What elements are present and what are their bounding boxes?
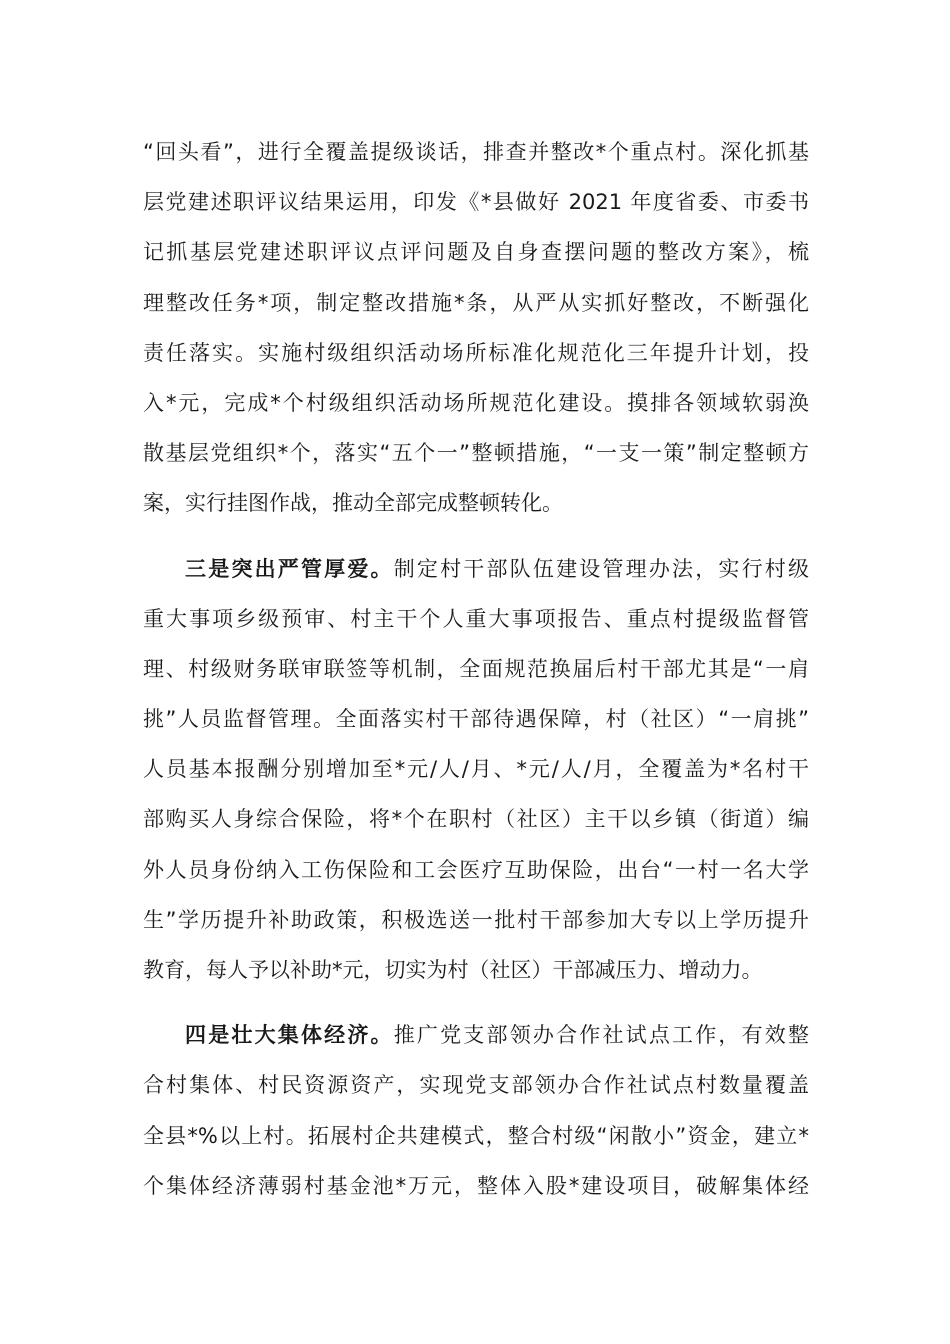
text-line: 责任落实。实施村级组织活动场所标准化规范化三年提升计划，投 <box>143 340 809 365</box>
text-line: 记抓基层党建述职评议点评问题及自身查摆问题的整改方案》，梳 <box>143 240 809 265</box>
text-line: 散基层党组织*个，落实“五个一”整顿措施，“一支一策”制定整顿方 <box>143 441 809 466</box>
paragraph-2 <box>143 544 809 996</box>
paragraph-first-line-text: 推广党支部领办合作社试点工作，有效整 <box>393 1023 809 1048</box>
text-line: 重大事项乡级预审、村主干个人重大事项报告、重点村提级监督管 <box>143 606 809 631</box>
text-line: 入*元，完成*个村级组织活动场所规范化建设。摸排各领域软弱涣 <box>143 390 809 415</box>
paragraph-1 <box>143 127 809 529</box>
document-body <box>143 127 809 1211</box>
text-line: 部购买人身综合保险，将*个在职村（社区）主干以乡镇（街道）编 <box>143 807 809 832</box>
text-line: 案，实行挂图作战，推动全部完成整顿转化。 <box>143 491 563 516</box>
text-line: 生”学历提升补助政策，积极选送一批村干部参加大专以上学历提升 <box>143 907 809 932</box>
text-line: 教育，每人予以补助*元，切实为村（社区）干部减压力、增动力。 <box>143 958 763 982</box>
paragraph-first-line <box>143 544 809 594</box>
text-line: 层党建述职评议结果运用，印发《*县做好 2021 年度省委、市委书 <box>143 190 809 215</box>
text-line: 挑”人员监督管理。全面落实村干部待遇保障，村（社区）“一肩挑” <box>143 707 809 732</box>
paragraph-lead-heading: 四是壮大集体经济。 <box>185 1023 394 1048</box>
text-line: 合村集体、村民资源资产，实现党支部领办合作社试点村数量覆盖 <box>143 1073 809 1098</box>
paragraph-first-line-text: 制定村干部队伍建设管理办法，实行村级 <box>393 556 809 581</box>
text-line: “回头看”，进行全覆盖提级谈话，排查并整改*个重点村。深化抓基 <box>143 140 809 164</box>
text-line: 人员基本报酬分别增加至*元/人/月、*元/人/月，全覆盖为*名村干 <box>143 757 809 782</box>
text-line: 外人员身份纳入工伤保险和工会医疗互助保险，出台“一村一名大学 <box>143 857 809 882</box>
text-line: 全县*%以上村。拓展村企共建模式，整合村级“闲散小”资金，建立* <box>143 1123 809 1148</box>
text-line: 个集体经济薄弱村基金池*万元，整体入股*建设项目，破解集体经 <box>143 1173 809 1198</box>
text-line: 理整改任务*项，制定整改措施*条，从严从实抓好整改，不断强化 <box>143 290 809 315</box>
paragraph-lead-heading: 三是突出严管厚爱。 <box>185 556 394 581</box>
paragraph-first-line <box>143 1010 809 1060</box>
text-line: 理、村级财务联审联签等机制，全面规范换届后村干部尤其是“一肩 <box>143 656 809 681</box>
paragraph-3 <box>143 1010 809 1211</box>
